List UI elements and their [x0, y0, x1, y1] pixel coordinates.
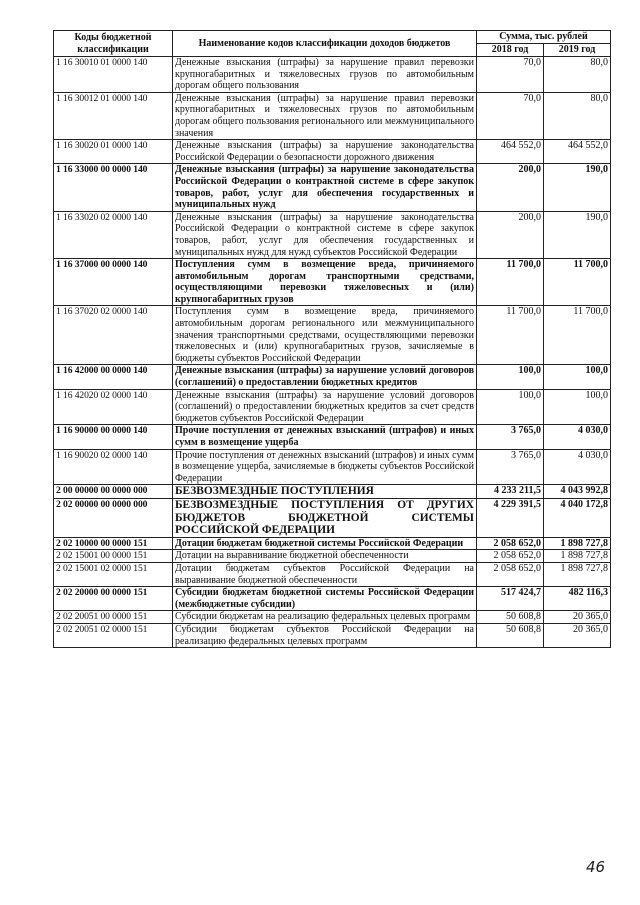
table-row	[54, 537, 611, 550]
classification-name: Субсидии бюджетам субъектов Российской Федерации на реализацию федеральных целевых программ	[173, 623, 477, 647]
table-row	[54, 611, 611, 624]
classification-code: 1 16 33000 00 0000 140	[54, 164, 173, 211]
amount-2019: 1 898 727,8	[544, 550, 611, 563]
classification-code: 1 16 33020 02 0000 140	[54, 211, 173, 258]
table-row	[54, 623, 611, 647]
classification-code: 2 02 00000 00 0000 000	[54, 498, 173, 537]
classification-code: 2 02 20051 00 0000 151	[54, 611, 173, 624]
table-row	[54, 550, 611, 563]
amount-2018: 200,0	[477, 211, 544, 258]
amount-2018: 3 765,0	[477, 425, 544, 449]
amount-2018: 464 552,0	[477, 140, 544, 164]
amount-2019: 4 030,0	[544, 425, 611, 449]
amount-2018: 517 424,7	[477, 587, 544, 611]
table-row	[54, 389, 611, 425]
classification-name: Денежные взыскания (штрафы) за нарушение правил перевозки крупногабаритных и тяжеловесных грузов по автомобильным дорогам общего пользования регионального или межмуниципального значения	[173, 92, 477, 139]
classification-code: 1 16 42000 00 0000 140	[54, 365, 173, 389]
amount-2019: 4 040 172,8	[544, 498, 611, 537]
amount-2018: 11 700,0	[477, 306, 544, 365]
table-row	[54, 306, 611, 365]
classification-name: Субсидии бюджетам бюджетной системы Российской Федерации (межбюджетные субсидии)	[173, 587, 477, 611]
amount-2019: 1 898 727,8	[544, 562, 611, 586]
classification-code: 1 16 30010 01 0000 140	[54, 57, 173, 93]
amount-2018: 4 233 211,5	[477, 485, 544, 499]
classification-name: Прочие поступления от денежных взысканий (штрафов) и иных сумм в возмещение ущерба, зачисляемые в бюджеты субъектов Российской Федерации	[173, 449, 477, 485]
classification-name: Денежные взыскания (штрафы) за нарушение законодательства Российской Федерации о контрактной системе в сфере закупок товаров, работ, услуг для обеспечения государственных и муниципальных нужд для нужд субъектов Российской Федерации	[173, 211, 477, 258]
classification-name: Денежные взыскания (штрафы) за нарушение условий договоров (соглашений) о предоставлении бюджетных кредитов за счет средств бюджетов субъектов Российской Федерации	[173, 389, 477, 425]
classification-name: Дотации бюджетам субъектов Российской Федерации на выравнивание бюджетной обеспеченности	[173, 562, 477, 586]
amount-2018: 70,0	[477, 92, 544, 139]
table-row	[54, 164, 611, 211]
amount-2018: 70,0	[477, 57, 544, 93]
classification-name: БЕЗВОЗМЕЗДНЫЕ ПОСТУПЛЕНИЯ	[173, 485, 477, 499]
table-row	[54, 259, 611, 306]
table-row	[54, 498, 611, 537]
table-row	[54, 587, 611, 611]
table-row	[54, 562, 611, 586]
table-row	[54, 211, 611, 258]
table-row	[54, 425, 611, 449]
amount-2019: 4 043 992,8	[544, 485, 611, 499]
classification-name: Поступления сумм в возмещение вреда, причиняемого автомобильным дорогам транспортными средствами, осуществляющими перевозки тяжеловесных и (или) крупногабаритных грузов	[173, 259, 477, 306]
budget-revenue-table	[53, 30, 611, 648]
amount-2019: 11 700,0	[544, 259, 611, 306]
table-row	[54, 57, 611, 93]
amount-2019: 482 116,3	[544, 587, 611, 611]
classification-name: Дотации бюджетам бюджетной системы Российской Федерации	[173, 537, 477, 550]
classification-code: 1 16 90000 00 0000 140	[54, 425, 173, 449]
classification-name: Прочие поступления от денежных взысканий (штрафов) и иных сумм в возмещение ущерба	[173, 425, 477, 449]
header-code: Коды бюджетной классификации	[54, 31, 173, 57]
classification-code: 1 16 30020 01 0000 140	[54, 140, 173, 164]
classification-code: 2 02 20051 02 0000 151	[54, 623, 173, 647]
amount-2019: 20 365,0	[544, 623, 611, 647]
amount-2018: 50 608,8	[477, 623, 544, 647]
amount-2018: 3 765,0	[477, 449, 544, 485]
amount-2018: 4 229 391,5	[477, 498, 544, 537]
header-year-2019: 2019 год	[544, 44, 611, 57]
header-name: Наименование кодов классификации доходов бюджетов	[173, 31, 477, 57]
table-row	[54, 140, 611, 164]
header-year-2018: 2018 год	[477, 44, 544, 57]
amount-2018: 11 700,0	[477, 259, 544, 306]
classification-code: 2 02 20000 00 0000 151	[54, 587, 173, 611]
amount-2019: 464 552,0	[544, 140, 611, 164]
classification-name: Денежные взыскания (штрафы) за нарушение законодательства Российской Федерации о контрактной системе в сфере закупок товаров, работ, услуг для обеспечения государственных и муниципальных нужд	[173, 164, 477, 211]
amount-2019: 190,0	[544, 164, 611, 211]
amount-2019: 11 700,0	[544, 306, 611, 365]
table-row	[54, 449, 611, 485]
classification-name: Денежные взыскания (штрафы) за нарушение законодательства Российской Федерации о безопасности дорожного движения	[173, 140, 477, 164]
classification-code: 2 02 15001 02 0000 151	[54, 562, 173, 586]
table-body	[54, 57, 611, 648]
amount-2019: 1 898 727,8	[544, 537, 611, 550]
table-row	[54, 485, 611, 499]
classification-code: 1 16 30012 01 0000 140	[54, 92, 173, 139]
classification-code: 2 02 15001 00 0000 151	[54, 550, 173, 563]
amount-2019: 80,0	[544, 92, 611, 139]
classification-code: 1 16 37020 02 0000 140	[54, 306, 173, 365]
amount-2019: 190,0	[544, 211, 611, 258]
table-row	[54, 92, 611, 139]
classification-name: БЕЗВОЗМЕЗДНЫЕ ПОСТУПЛЕНИЯ ОТ ДРУГИХ БЮДЖЕТОВ БЮДЖЕТНОЙ СИСТЕМЫ РОССИЙСКОЙ ФЕДЕРАЦИИ	[173, 498, 477, 537]
amount-2019: 100,0	[544, 389, 611, 425]
amount-2018: 2 058 652,0	[477, 537, 544, 550]
amount-2018: 100,0	[477, 365, 544, 389]
classification-name: Субсидии бюджетам на реализацию федеральных целевых программ	[173, 611, 477, 624]
amount-2018: 100,0	[477, 389, 544, 425]
classification-name: Поступления сумм в возмещение вреда, причиняемого автомобильным дорогам регионального или межмуниципального значения транспортными средствами, осуществляющими перевозки тяжеловесных и (или) крупногабаритных грузов, зачисляемые в бюджеты субъектов Российской Федерации	[173, 306, 477, 365]
classification-name: Денежные взыскания (штрафы) за нарушение условий договоров (соглашений) о предоставлении бюджетных кредитов	[173, 365, 477, 389]
classification-code: 1 16 42020 02 0000 140	[54, 389, 173, 425]
table-row	[54, 365, 611, 389]
page-number: 46	[586, 858, 606, 876]
classification-name: Дотации на выравнивание бюджетной обеспеченности	[173, 550, 477, 563]
classification-code: 2 02 10000 00 0000 151	[54, 537, 173, 550]
amount-2019: 80,0	[544, 57, 611, 93]
classification-code: 1 16 90020 02 0000 140	[54, 449, 173, 485]
amount-2018: 2 058 652,0	[477, 550, 544, 563]
header-sum: Сумма, тыс. рублей	[477, 31, 611, 44]
amount-2018: 2 058 652,0	[477, 562, 544, 586]
amount-2018: 50 608,8	[477, 611, 544, 624]
classification-name: Денежные взыскания (штрафы) за нарушение правил перевозки крупногабаритных и тяжеловесных грузов по автомобильным дорогам общего пользования	[173, 57, 477, 93]
amount-2019: 20 365,0	[544, 611, 611, 624]
amount-2018: 200,0	[477, 164, 544, 211]
classification-code: 1 16 37000 00 0000 140	[54, 259, 173, 306]
amount-2019: 100,0	[544, 365, 611, 389]
classification-code: 2 00 00000 00 0000 000	[54, 485, 173, 499]
amount-2019: 4 030,0	[544, 449, 611, 485]
